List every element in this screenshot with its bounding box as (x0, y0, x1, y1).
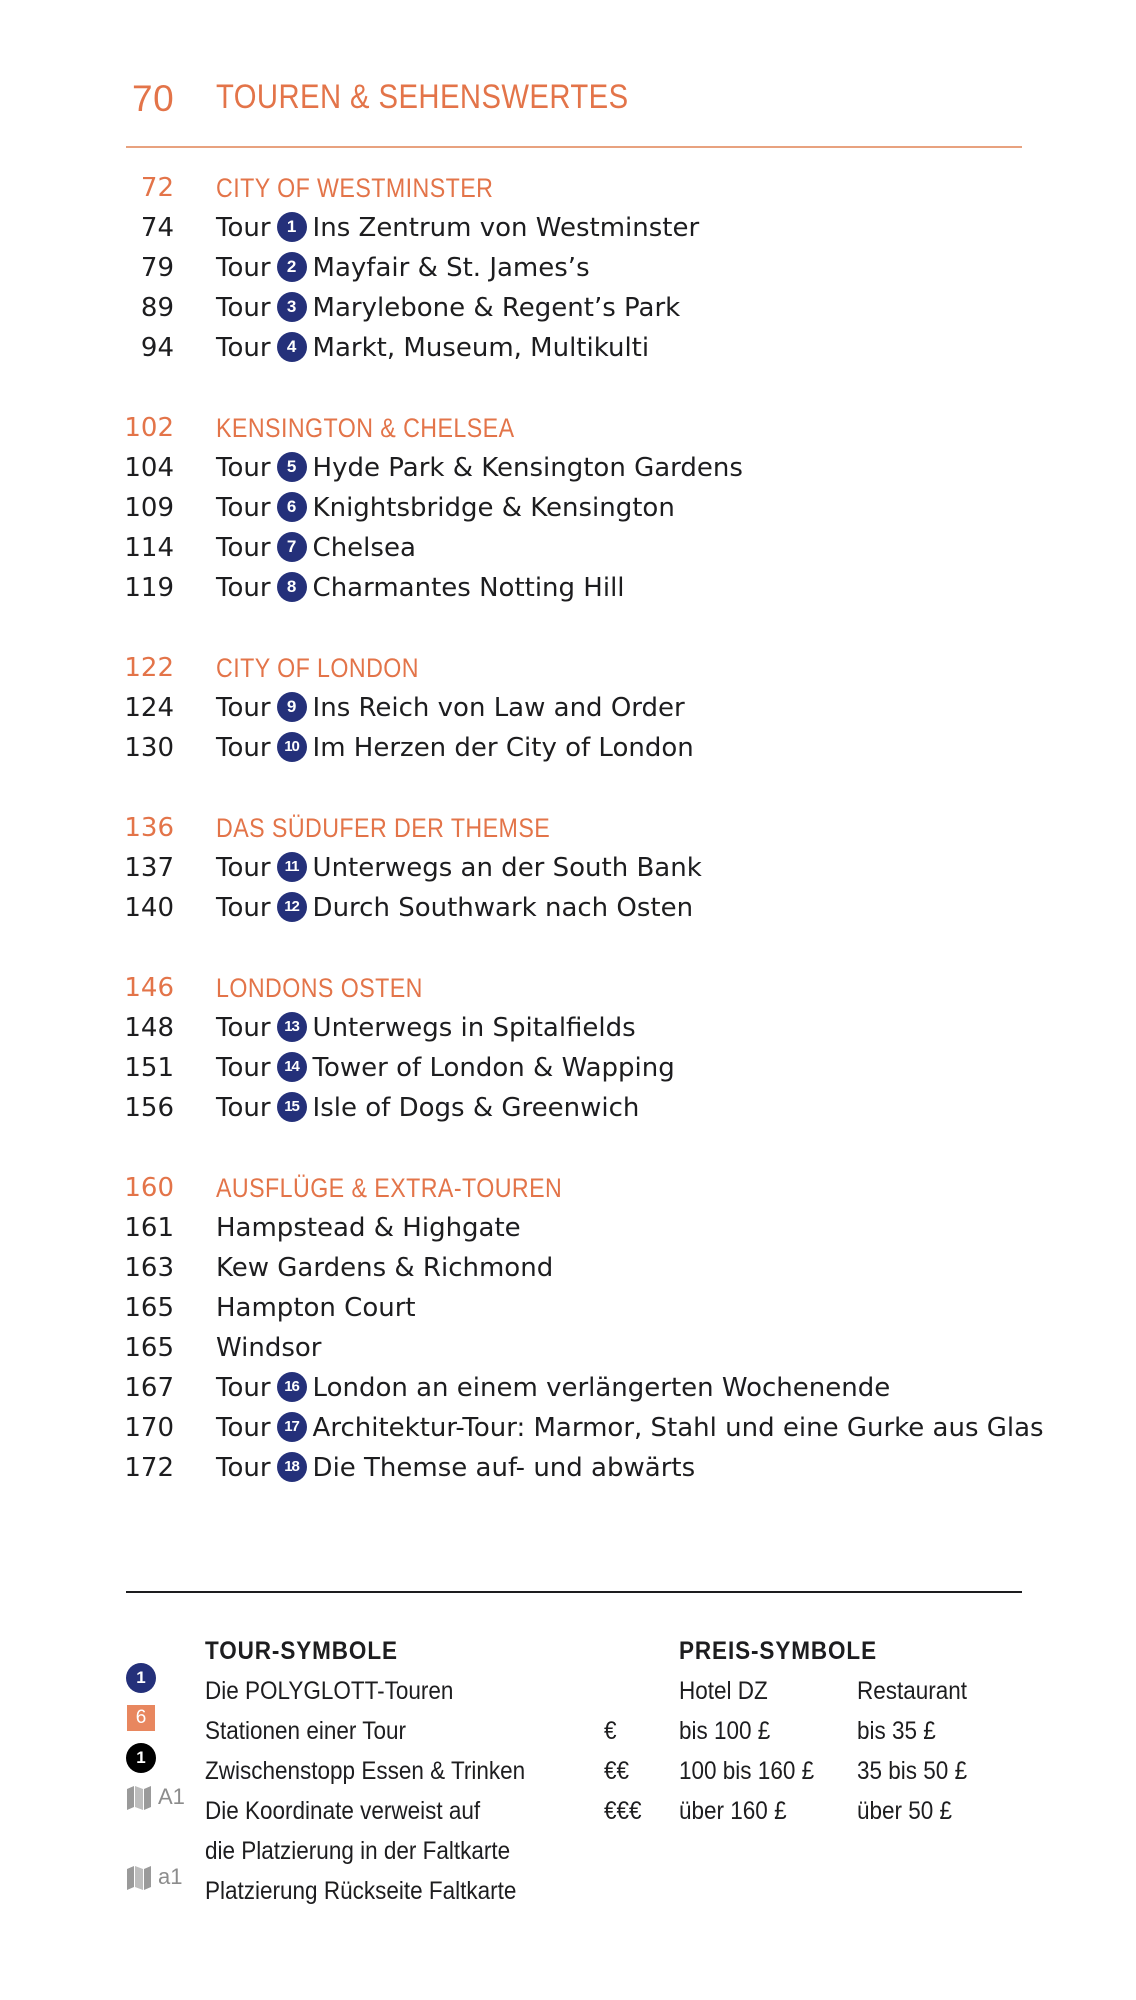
tour-symbols-heading: TOUR-SYMBOLE (205, 1637, 398, 1665)
price-restaurant: bis 35 £ (857, 1717, 936, 1745)
toc-entry[interactable] (0, 1448, 1136, 1488)
tour-number-badge: 12 (277, 892, 307, 922)
entry-title: Hyde Park & Kensington Gardens (312, 453, 743, 483)
tour-number-badge: 16 (277, 1372, 307, 1402)
tour-number-badge: 15 (277, 1092, 307, 1122)
section-page-number: 102 (124, 413, 174, 443)
toc-entry[interactable] (0, 1208, 1136, 1248)
entry-title: Mayfair & St. James’s (312, 253, 590, 283)
food-stop-icon: 1 (126, 1743, 156, 1773)
tour-number-badge: 3 (277, 292, 307, 322)
tour-number-badge: 8 (277, 572, 307, 602)
entry-page-number: 170 (124, 1413, 174, 1443)
toc-entry[interactable] (0, 1328, 1136, 1368)
tour-word: Tour (216, 1053, 271, 1083)
entry-page-number: 79 (140, 253, 174, 283)
tour-number-badge: 6 (277, 492, 307, 522)
entry-label (216, 288, 680, 328)
entry-label (216, 1088, 639, 1128)
chapter-title: TOUREN & SEHENSWERTES (216, 78, 629, 116)
entry-page-number: 104 (124, 453, 174, 483)
entry-label (216, 328, 649, 368)
tour-word: Tour (216, 733, 271, 763)
chapter-header (126, 78, 1022, 148)
entry-label (216, 1288, 416, 1328)
entry-title: Kew Gardens & Richmond (216, 1253, 554, 1283)
section-heading[interactable] (0, 808, 1136, 848)
toc-entry[interactable] (0, 1008, 1136, 1048)
tour-word: Tour (216, 1093, 271, 1123)
entry-label (216, 848, 702, 888)
tour-word: Tour (216, 573, 271, 603)
entry-title: Durch Southwark nach Osten (312, 893, 694, 923)
tour-word: Tour (216, 333, 271, 363)
entry-label (216, 208, 699, 248)
entry-title: Knightsbridge & Kensington (312, 493, 675, 523)
price-hotel: bis 100 £ (679, 1717, 771, 1745)
tour-number-badge: 9 (277, 692, 307, 722)
tour-word: Tour (216, 533, 271, 563)
tour-word: Tour (216, 893, 271, 923)
tour-word: Tour (216, 1453, 271, 1483)
tour-number-badge: 17 (277, 1412, 307, 1442)
entry-title: Chelsea (312, 533, 416, 563)
tour-number-badge: 13 (277, 1012, 307, 1042)
entry-label (216, 728, 694, 768)
entry-title: Ins Reich von Law and Order (312, 693, 685, 723)
price-symbol: € (604, 1717, 617, 1745)
entry-page-number: 130 (124, 733, 174, 763)
entry-title: Architektur-Tour: Marmor, Stahl und eine Gurke aus Glas (312, 1413, 1044, 1443)
section-heading[interactable] (0, 968, 1136, 1008)
section-page-number: 72 (140, 173, 174, 203)
tour-word: Tour (216, 213, 271, 243)
entry-label (216, 528, 416, 568)
entry-page-number: 89 (140, 293, 174, 323)
entry-label (216, 488, 675, 528)
tour-number-badge: 2 (277, 252, 307, 282)
entry-title: Die Themse auf- und abwärts (312, 1453, 696, 1483)
entry-title: Unterwegs in Spitalfields (312, 1013, 636, 1043)
chapter-page-number: 70 (132, 78, 175, 119)
entry-title: Unterwegs an der South Bank (312, 853, 702, 883)
tour-number-badge: 18 (277, 1452, 307, 1482)
entry-page-number: 172 (124, 1453, 174, 1483)
price-hotel: 100 bis 160 £ (679, 1757, 815, 1785)
section-heading[interactable] (0, 168, 1136, 208)
entry-label (216, 1408, 1044, 1448)
toc-entry[interactable] (0, 728, 1136, 768)
toc-entry[interactable] (0, 888, 1136, 928)
tour-number-badge: 4 (277, 332, 307, 362)
tour-number-badge: 11 (277, 852, 307, 882)
section-title: KENSINGTON & CHELSEA (216, 413, 515, 443)
entry-title: Markt, Museum, Multikulti (312, 333, 650, 363)
entry-label (216, 1328, 322, 1368)
entry-page-number: 119 (124, 573, 174, 603)
entry-page-number: 156 (124, 1093, 174, 1123)
station-number-icon: 6 (127, 1705, 155, 1731)
toc-entry[interactable] (0, 1048, 1136, 1088)
tour-word: Tour (216, 253, 271, 283)
toc-entry[interactable] (0, 488, 1136, 528)
tour-word: Tour (216, 853, 271, 883)
tour-number-badge: 1 (277, 212, 307, 242)
entry-page-number: 161 (124, 1213, 174, 1243)
entry-title: Windsor (216, 1333, 322, 1363)
tour-number-badge: 14 (277, 1052, 307, 1082)
entry-label (216, 1448, 695, 1488)
section-page-number: 160 (124, 1173, 174, 1203)
toc-entry[interactable] (0, 568, 1136, 608)
entry-label (216, 888, 693, 928)
entry-title: Ins Zentrum von Westminster (312, 213, 700, 243)
tour-number-badge: 5 (277, 452, 307, 482)
map-coordinate-label: A1 (158, 1784, 185, 1809)
map-back-icon (126, 1865, 152, 1891)
entry-page-number: 124 (124, 693, 174, 723)
entry-label (216, 1008, 636, 1048)
entry-title: London an einem verlängerten Wochenende (312, 1373, 891, 1403)
entry-page-number: 109 (124, 493, 174, 523)
entry-label (216, 448, 743, 488)
tour-word: Tour (216, 293, 271, 323)
entry-page-number: 165 (124, 1293, 174, 1323)
toc-entry[interactable] (0, 1088, 1136, 1128)
price-symbol: €€ (604, 1757, 630, 1785)
toc-entry[interactable] (0, 528, 1136, 568)
section-page-number: 146 (124, 973, 174, 1003)
tour-word: Tour (216, 1413, 271, 1443)
entry-page-number: 140 (124, 893, 174, 923)
entry-page-number: 114 (124, 533, 174, 563)
entry-title: Im Herzen der City of London (312, 733, 694, 763)
toc-entry[interactable] (0, 328, 1136, 368)
price-col-restaurant: Restaurant (857, 1677, 968, 1705)
legend-tours: Die POLYGLOTT-Touren (205, 1677, 454, 1705)
toc-entry[interactable] (0, 1408, 1136, 1448)
toc-entry[interactable] (0, 1288, 1136, 1328)
map-icon (126, 1785, 152, 1811)
entry-label (216, 568, 625, 608)
price-symbols-heading: PREIS-SYMBOLE (679, 1637, 877, 1665)
legend-coord-line1: Die Koordinate verweist auf (205, 1797, 481, 1825)
tour-word: Tour (216, 453, 271, 483)
section-title: CITY OF LONDON (216, 653, 419, 683)
toc-entry[interactable] (0, 1248, 1136, 1288)
legend-stations: Stationen einer Tour (205, 1717, 406, 1745)
toc-entry[interactable] (0, 208, 1136, 248)
legend (126, 1591, 1022, 1905)
toc-entry[interactable] (0, 248, 1136, 288)
section-page-number: 122 (124, 653, 174, 683)
entry-label (216, 1248, 553, 1288)
price-symbol: €€€ (604, 1797, 642, 1825)
toc-entry[interactable] (0, 288, 1136, 328)
price-col-hotel: Hotel DZ (679, 1677, 768, 1705)
entry-page-number: 148 (124, 1013, 174, 1043)
tour-number-badge: 10 (277, 732, 307, 762)
section-title: DAS SÜDUFER DER THEMSE (216, 813, 551, 843)
entry-label (216, 1048, 675, 1088)
entry-label (216, 688, 685, 728)
entry-page-number: 151 (124, 1053, 174, 1083)
entry-page-number: 137 (124, 853, 174, 883)
map-back-coordinate-label: a1 (158, 1864, 183, 1889)
section-heading[interactable] (0, 1168, 1136, 1208)
entry-title: Tower of London & Wapping (312, 1053, 675, 1083)
table-of-contents (0, 168, 1136, 1488)
entry-label (216, 1208, 521, 1248)
entry-title: Isle of Dogs & Greenwich (312, 1093, 640, 1123)
tour-word: Tour (216, 693, 271, 723)
section-page-number: 136 (124, 813, 174, 843)
entry-title: Hampton Court (216, 1293, 416, 1323)
price-hotel: über 160 £ (679, 1797, 787, 1825)
entry-title: Marylebone & Regent’s Park (312, 293, 681, 323)
toc-entry[interactable] (0, 848, 1136, 888)
tour-number-badge: 7 (277, 532, 307, 562)
section-title: AUSFLÜGE & EXTRA-TOUREN (216, 1173, 563, 1203)
tour-word: Tour (216, 1013, 271, 1043)
section-heading[interactable] (0, 408, 1136, 448)
entry-label (216, 248, 590, 288)
entry-title: Charmantes Notting Hill (312, 573, 625, 603)
price-restaurant: über 50 £ (857, 1797, 953, 1825)
entry-page-number: 165 (124, 1333, 174, 1363)
price-restaurant: 35 bis 50 £ (857, 1757, 968, 1785)
entry-page-number: 167 (124, 1373, 174, 1403)
entry-page-number: 74 (140, 213, 174, 243)
entry-title: Hampstead & Highgate (216, 1213, 521, 1243)
section-title: CITY OF WESTMINSTER (216, 173, 494, 203)
entry-page-number: 163 (124, 1253, 174, 1283)
legend-coord-line2: die Platzierung in der Faltkarte (205, 1837, 511, 1865)
section-heading[interactable] (0, 648, 1136, 688)
section-title: LONDONS OSTEN (216, 973, 423, 1003)
entry-page-number: 94 (140, 333, 174, 363)
tour-number-icon: 1 (126, 1663, 156, 1693)
tour-word: Tour (216, 1373, 271, 1403)
tour-word: Tour (216, 493, 271, 523)
entry-label (216, 1368, 890, 1408)
toc-entry[interactable] (0, 448, 1136, 488)
toc-entry[interactable] (0, 1368, 1136, 1408)
legend-stop: Zwischenstopp Essen & Trinken (205, 1757, 526, 1785)
toc-entry[interactable] (0, 688, 1136, 728)
legend-back: Platzierung Rückseite Faltkarte (205, 1877, 517, 1905)
